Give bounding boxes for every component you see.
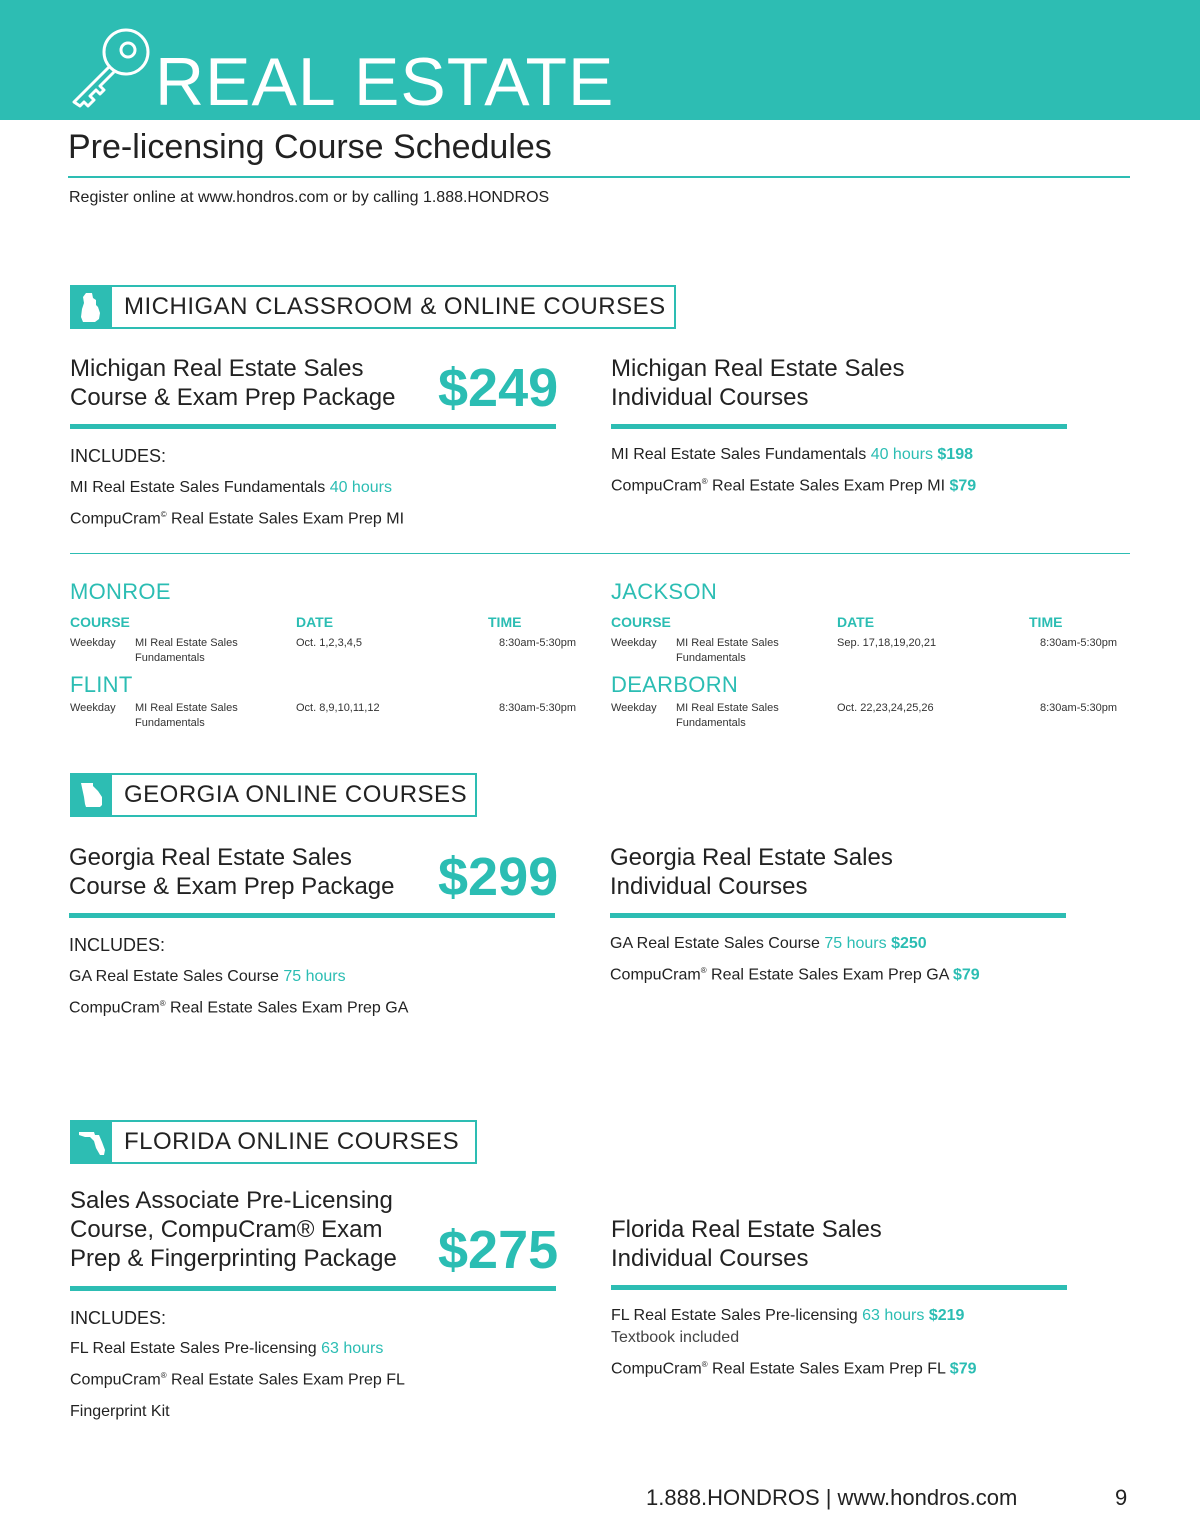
item-name: Real Estate Sales Exam Prep MI [712,477,946,495]
course-item [611,477,976,495]
florida-individual-title [611,1215,882,1273]
includes-label: INCLUDES: [69,935,166,955]
item-hours: 75 hours [283,968,346,985]
georgia-package-title [69,843,395,901]
florida-map-icon [72,1122,112,1162]
title-line: Individual Courses [610,873,808,900]
schedule-date: Sep. 17,18,19,20,21 [837,637,937,649]
item-name: MI Real Estate Sales Fundamentals [611,446,867,463]
brand-name: CompuCram [610,966,701,984]
item-name: Real Estate Sales Exam Prep MI [171,510,405,528]
schedule-type: Weekday [70,702,116,714]
schedule-time: 8:30am-5:30pm [1040,702,1118,714]
item-name: MI Real Estate Sales Fundamentals [70,479,326,496]
schedule-time: 8:30am-5:30pm [1040,637,1118,649]
course-item [611,446,973,464]
trademark: ® [160,1371,167,1380]
title-line: Prep & Fingerprinting Package [70,1245,397,1272]
includes-label: INCLUDES: [70,446,167,466]
title-line: Course & Exam Prep Package [69,873,395,900]
course-line: MI Real Estate Sales [676,637,779,649]
divider [70,424,556,429]
item-name: Real Estate Sales Exam Prep GA [170,999,409,1017]
item-name: GA Real Estate Sales Course [69,968,279,985]
georgia-map-icon [72,775,112,815]
georgia-section-label: GEORGIA ONLINE COURSES [124,781,468,808]
brand-name: CompuCram [69,999,160,1017]
key-icon [68,26,154,108]
divider [70,1286,556,1291]
schedule-date: Oct. 1,2,3,4,5 [296,637,363,649]
schedule-course [135,636,238,666]
item-price: $79 [949,477,977,495]
item-hours: 40 hours [870,446,933,463]
course-note: Textbook included [611,1329,740,1346]
page-subtitle: Pre-licensing Course Schedules [68,128,552,166]
city-flint: FLINT [70,672,133,697]
michigan-section-label: MICHIGAN CLASSROOM & ONLINE COURSES [124,293,666,320]
michigan-package-price: $249 [438,358,559,418]
city-monroe: MONROE [70,579,171,604]
item-hours: 63 hours [862,1307,925,1324]
course-item [610,935,927,953]
item-name: GA Real Estate Sales Course [610,935,820,952]
title-line: Michigan Real Estate Sales [70,355,364,382]
florida-section-header [70,1120,477,1164]
city-dearborn: DEARBORN [611,672,739,697]
title-line: Michigan Real Estate Sales [611,355,905,382]
col-header-time: TIME [488,614,522,630]
col-header-date: DATE [837,614,875,630]
florida-section-label: FLORIDA ONLINE COURSES [124,1128,460,1155]
michigan-section-header [70,285,676,329]
georgia-individual-title [610,843,893,901]
schedule-date: Oct. 8,9,10,11,12 [296,702,380,714]
course-line: MI Real Estate Sales [676,702,779,714]
included-item [69,999,408,1017]
divider [610,913,1066,918]
item-price: $79 [949,1360,977,1378]
title-line: Course & Exam Prep Package [70,384,396,411]
included-item [70,1371,405,1389]
item-price: $219 [928,1307,965,1324]
title-line: Course, CompuCram® Exam [70,1216,383,1243]
title-line: Individual Courses [611,1245,809,1272]
col-header-course: COURSE [70,614,130,630]
title-line: Georgia Real Estate Sales [610,844,893,871]
course-line: MI Real Estate Sales [135,702,238,714]
item-price: $79 [952,966,980,984]
col-header-course: COURSE [611,614,671,630]
title-line: Sales Associate Pre-Licensing [70,1187,393,1214]
footer-contact: 1.888.HONDROS | www.hondros.com [646,1485,1018,1510]
course-line: Fundamentals [676,652,746,664]
col-header-time: TIME [1029,614,1063,630]
trademark: ® [700,966,707,975]
included-item [70,1340,383,1358]
item-price: $250 [891,935,927,952]
schedule-date: Oct. 22,23,24,25,26 [837,702,934,714]
schedule-course [676,636,779,666]
trademark: © [160,510,167,519]
included-item [69,968,346,986]
subtitle-divider [68,176,1130,178]
course-line: Fundamentals [135,652,205,664]
item-name: Real Estate Sales Exam Prep FL [712,1360,946,1378]
schedule-time: 8:30am-5:30pm [499,637,577,649]
trademark: ® [701,477,708,486]
schedule-type: Weekday [611,637,657,649]
divider [611,424,1067,429]
includes-label: INCLUDES: [70,1308,167,1328]
page-number: 9 [1115,1485,1128,1510]
florida-package-price: $275 [438,1220,559,1280]
trademark: ® [701,1360,708,1369]
item-hours: 63 hours [321,1340,384,1357]
included-item [70,510,404,528]
course-line: Fundamentals [135,717,205,729]
brand-name: CompuCram [611,477,702,495]
page-title: REAL ESTATE [155,44,615,120]
course-item [611,1307,964,1325]
title-line: Individual Courses [611,384,809,411]
divider [70,553,1130,554]
item-hours: 75 hours [824,935,887,952]
title-line: Georgia Real Estate Sales [69,844,352,871]
michigan-individual-title [611,354,904,412]
schedule-course [676,701,779,731]
schedule-course [135,701,238,731]
item-name: FL Real Estate Sales Pre-licensing [611,1307,858,1324]
city-jackson: JACKSON [611,579,718,604]
item-price: $198 [937,446,973,463]
item-name: Real Estate Sales Exam Prep FL [171,1371,405,1389]
included-item [70,479,392,497]
michigan-package-title [70,354,396,412]
schedule-type: Weekday [611,702,657,714]
item-name: FL Real Estate Sales Pre-licensing [70,1340,317,1357]
brand-name: CompuCram [70,510,161,528]
schedule-type: Weekday [70,637,116,649]
brand-name: CompuCram [611,1360,702,1378]
item-name: Real Estate Sales Exam Prep GA [711,966,949,984]
brand-name: CompuCram [70,1371,161,1389]
trademark: ® [159,999,166,1008]
georgia-package-price: $299 [438,847,559,907]
divider [69,913,555,918]
title-line: Florida Real Estate Sales [611,1216,882,1243]
schedule-time: 8:30am-5:30pm [499,702,577,714]
course-line: Fundamentals [676,717,746,729]
item-hours: 40 hours [329,479,392,496]
course-item [610,966,980,984]
included-item: Fingerprint Kit [70,1403,170,1420]
divider [611,1285,1067,1290]
georgia-section-header [70,773,477,817]
florida-package-title [70,1186,397,1273]
register-text: Register online at www.hondros.com or by calling 1.888.HONDROS [69,189,550,206]
col-header-date: DATE [296,614,334,630]
course-line: MI Real Estate Sales [135,637,238,649]
michigan-map-icon [72,287,112,327]
course-item [611,1360,977,1378]
